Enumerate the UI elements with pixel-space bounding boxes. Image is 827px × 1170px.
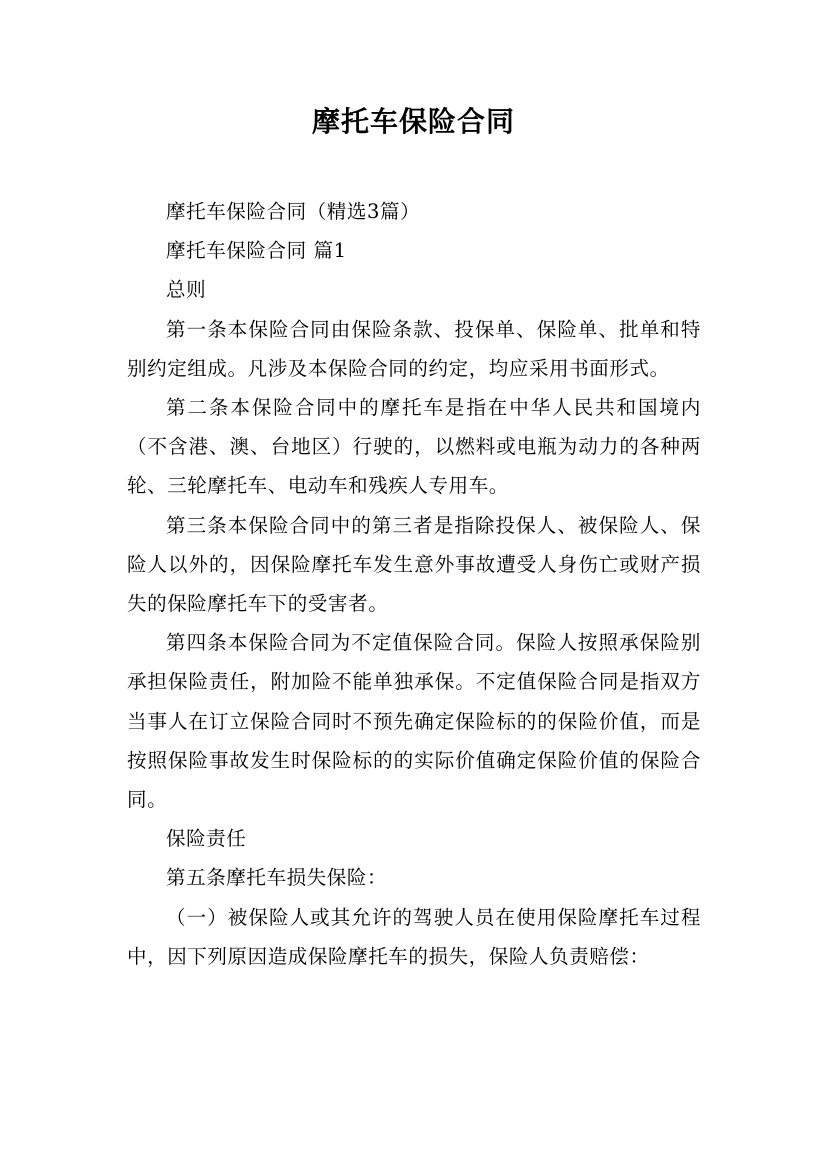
document-body — [127, 192, 701, 976]
paragraph-section-label: 摩托车保险合同 篇1 — [166, 239, 347, 263]
paragraph-article-4: 第四条本保险合同为不定值保险合同。保险人按照承保险别承担保险责任，附加险不能单独承保。不定值保险合同是指双方当事人在订立保险合同时不预先确定保险标的的保险价值，而是按照保险事故发生时保险标的的实际价值确定保险价值的保险合同。 — [127, 631, 701, 812]
paragraph-general-heading: 总则 — [166, 278, 207, 302]
paragraph-article-1: 第一条本保险合同由保险条款、投保单、保险单、批单和特别约定组成。凡涉及本保险合同的约定，均应采用书面形式。 — [127, 317, 701, 380]
paragraph-article-5: 第五条摩托车损失保险： — [166, 866, 388, 890]
paragraph-article-3: 第三条本保险合同中的第三者是指除投保人、被保险人、保险人以外的，因保险摩托车发生意外事故遭受人身伤亡或财产损失的保险摩托车下的受害者。 — [127, 513, 701, 616]
paragraph-heading: 摩托车保险合同（精选3篇） — [166, 200, 421, 223]
paragraph-article-2: 第二条本保险合同中的摩托车是指在中华人民共和国境内（不含港、澳、台地区）行驶的，以燃料或电瓶为动力的各种两轮、三轮摩托车、电动车和残疾人专用车。 — [127, 396, 701, 498]
paragraph-liability-heading: 保险责任 — [166, 827, 247, 851]
document-title: 摩托车保险合同 — [311, 105, 515, 138]
paragraph-clause-1: （一）被保险人或其允许的驾驶人员在使用保险摩托车过程中，因下列原因造成保险摩托车的损失，保险人负责赔偿： — [127, 905, 701, 968]
